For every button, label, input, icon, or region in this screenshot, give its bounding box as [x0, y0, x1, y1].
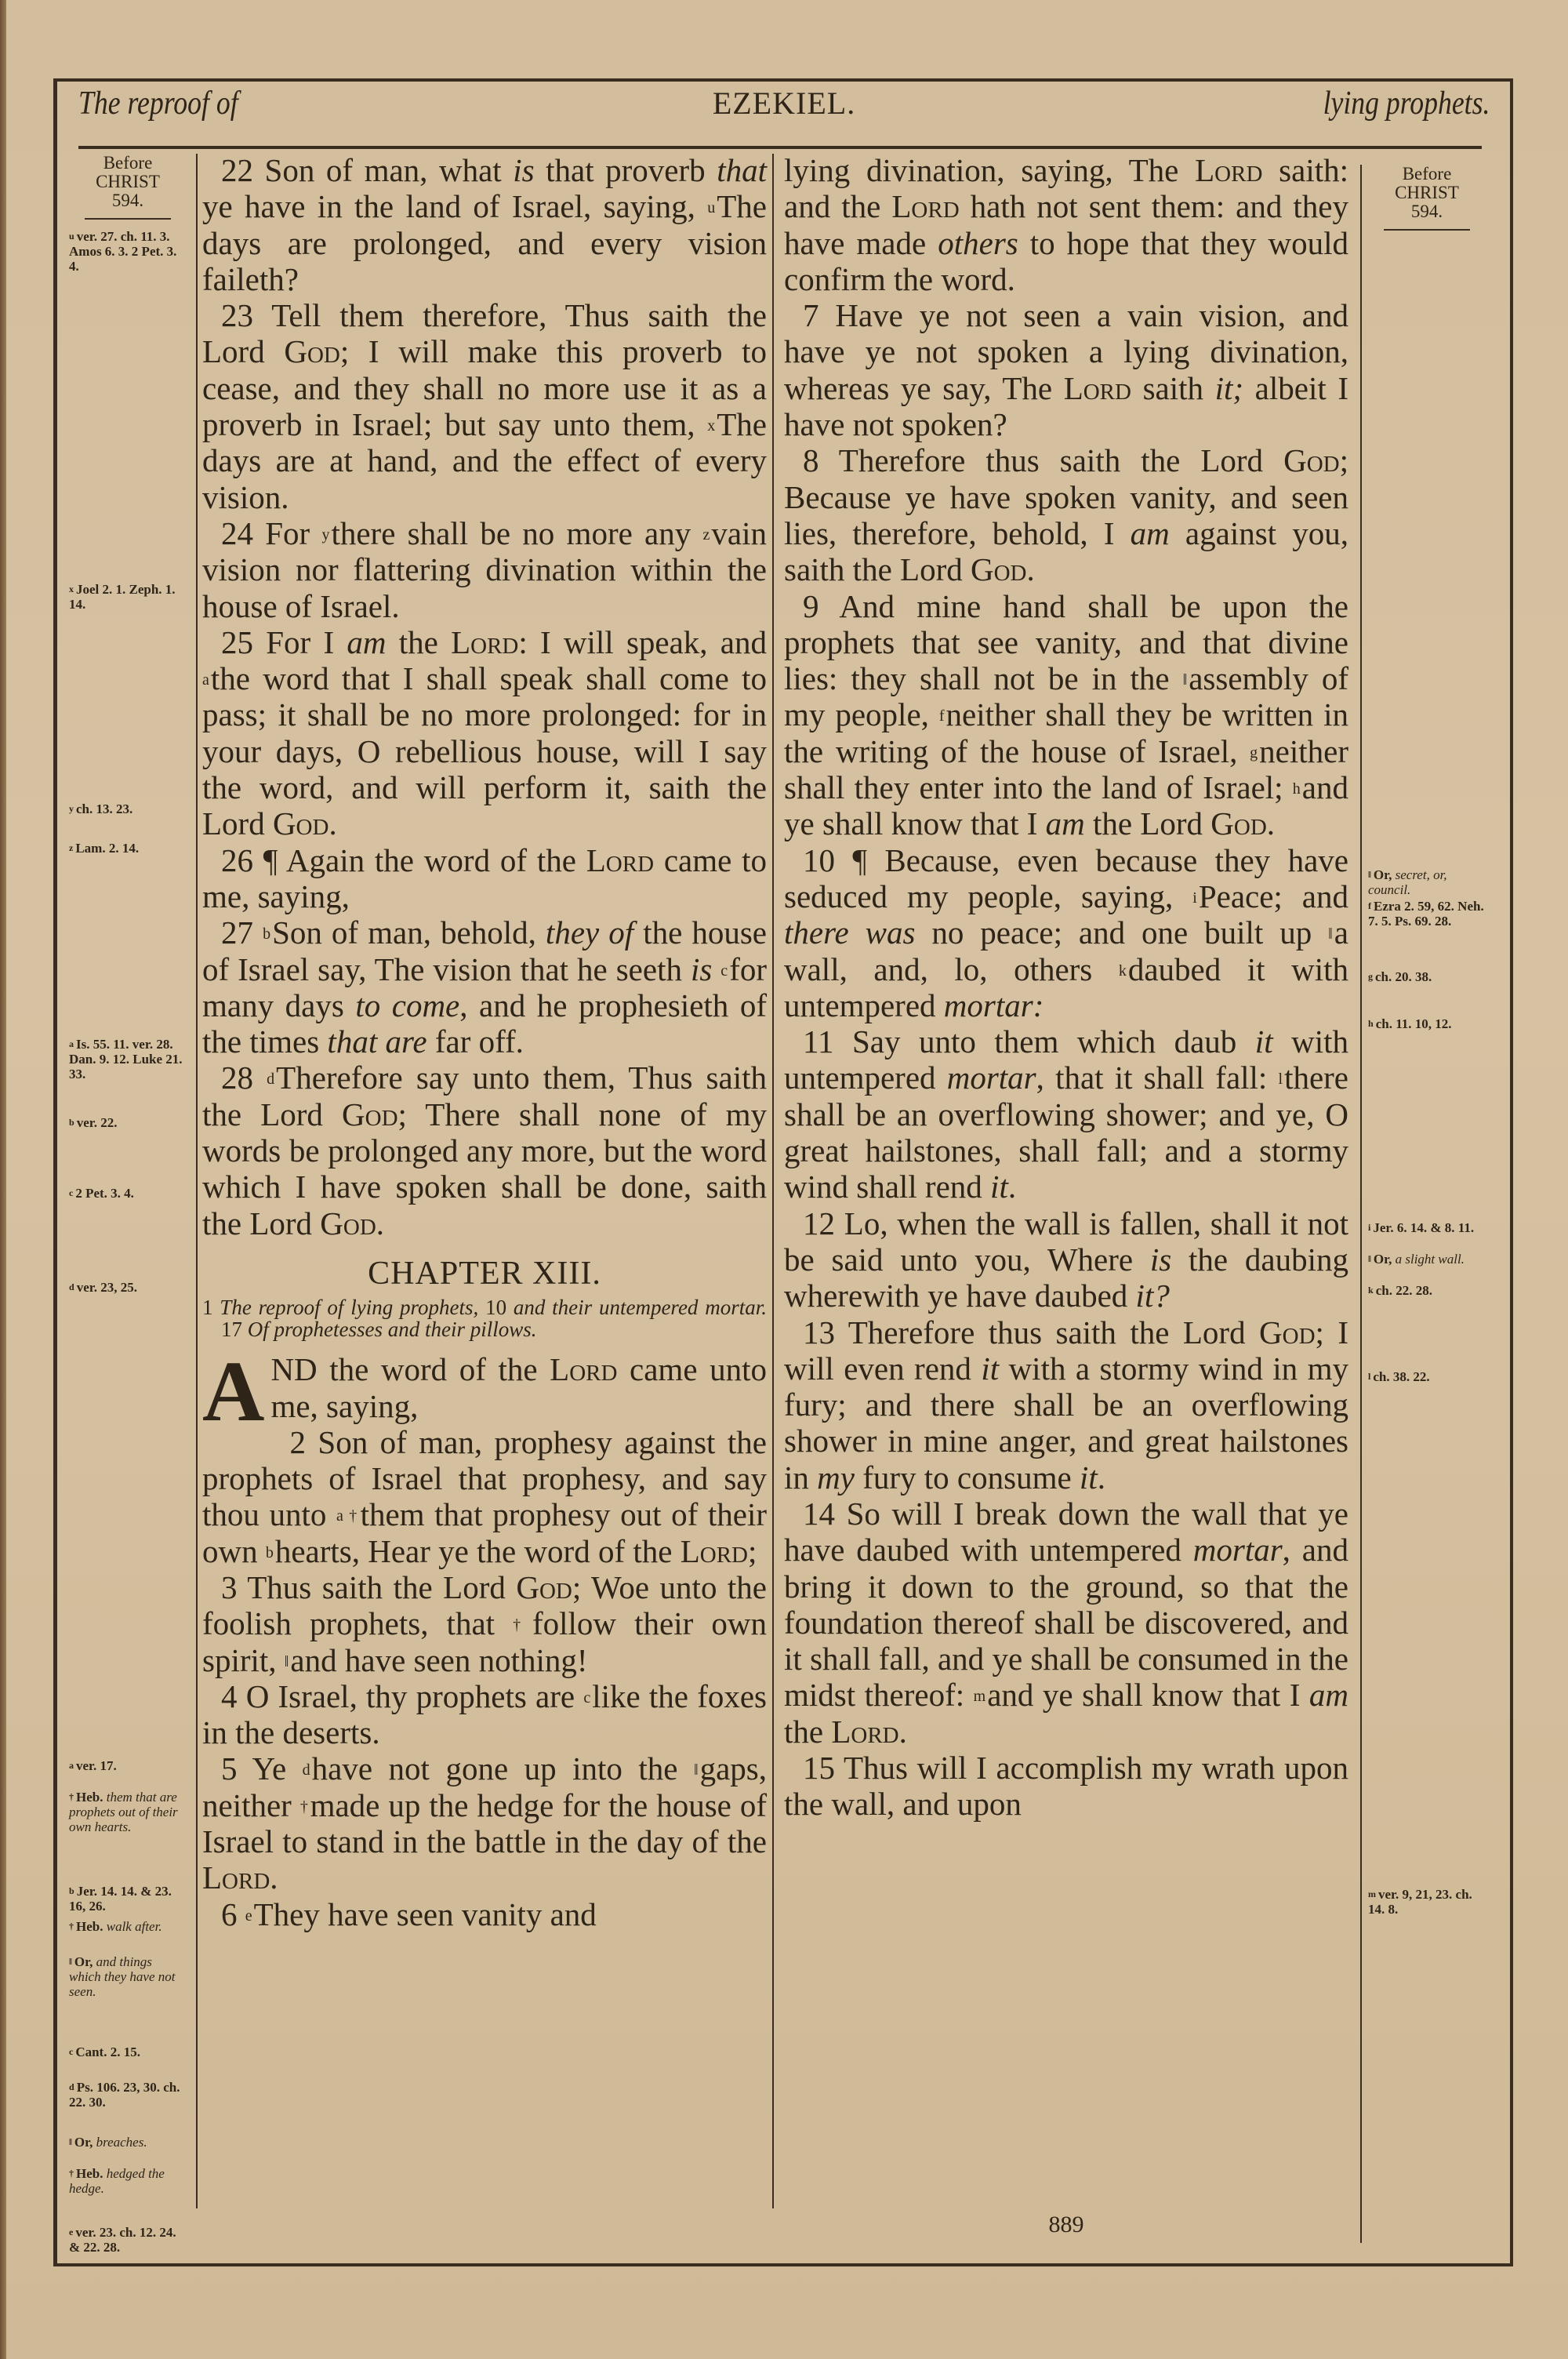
left-margin-notes [69, 229, 187, 2268]
date-label [69, 154, 187, 210]
reference-text: ver. 22. [76, 1115, 118, 1130]
reference-text: Jer. 14. 14. & 23. 16, 26. [69, 1884, 172, 1914]
reference-italic: and things which they have not seen. [69, 1954, 176, 1999]
date-rule [1384, 229, 1470, 231]
margin-reference [69, 1037, 187, 1081]
date-year: 594. [1410, 202, 1443, 221]
verse: 13 Therefore thus saith the Lord God; I will even rend it with a stormy wind in my fury; and there shall be an overflowing shower in mine anger, and great hailstones in my fury to consume it. [784, 1314, 1349, 1496]
verse-1-text: ND the word of the Lord came unto me, saying, [270, 1351, 767, 1424]
reference-text: Or, [1373, 867, 1396, 882]
reference-text: ch. 38. 22. [1373, 1369, 1430, 1384]
verse-1 [202, 1343, 767, 1440]
running-head [78, 85, 1490, 132]
verse: 15 Thus will I accomplish my wrath upon the wall, and upon [784, 1750, 1348, 1823]
reference-mark: x [69, 583, 74, 594]
date-label-right [1368, 165, 1486, 221]
text-column-2 [784, 152, 1348, 1823]
reference-mark: b [69, 1885, 74, 1896]
margin-reference [1368, 1369, 1486, 1384]
margin-reference [69, 1186, 187, 1201]
reference-text: Heb. [76, 1790, 107, 1805]
chapter-heading: CHAPTER XIII. [368, 1255, 601, 1292]
reference-text: Heb. [76, 1919, 107, 1934]
right-margin [1368, 165, 1486, 2279]
margin-reference [1368, 867, 1486, 897]
margin-reference [1368, 1220, 1486, 1235]
margin-reference [69, 2080, 187, 2110]
verse: 14 So will I break down the wall that ye have daubed with untempered mortar, and bring it down to the ground, so that the foundation thereof shall be discovered, and it shall fall, and ye shall be consumed in the midst thereof: $^m$and ye shall know that I am the Lord. [784, 1495, 1349, 1750]
reference-text: Or, [74, 2135, 96, 2150]
reference-mark: ‖ [1368, 1253, 1371, 1264]
margin-reference [69, 2225, 187, 2255]
date-before: Before [103, 153, 153, 173]
margin-reference [1368, 1283, 1486, 1298]
margin-reference [69, 2135, 187, 2150]
date-rule [85, 218, 171, 220]
reference-mark: a [69, 1760, 74, 1771]
reference-text: Jer. 6. 14. & 8. 11. [1373, 1220, 1475, 1235]
margin-reference [69, 1758, 187, 1773]
verse: 28 $^d$Therefore say unto them, Thus saith the Lord God; There shall none of my words be prolonged any more, but the word which I have spoken shall be done, saith the Lord God. [202, 1060, 767, 1241]
reference-text: Joel 2. 1. Zeph. 1. 14. [69, 582, 176, 612]
reference-text: ch. 11. 10, 12. [1375, 1016, 1452, 1031]
margin-reference [69, 2045, 187, 2059]
verse: 9 And mine hand shall be upon the prophets that see vanity, and that divine lies: they shall not be in the ‖assembly of my people, $^f$neither shall they be written in the writing of the house of Israel, $^g$neither shall they enter into the land of Israel; $^h$and ye shall know that I am the Lord God. [784, 587, 1349, 842]
reference-mark: b [69, 1117, 74, 1128]
margin-reference [69, 1884, 187, 1914]
verse: 7 Have ye not seen a vain vision, and have ye not spoken a lying divination, whereas ye say, The Lord saith it; albeit I have not spoken? [784, 297, 1348, 443]
header-rule [78, 146, 1482, 149]
book-title: EZEKIEL. [712, 85, 856, 121]
reference-mark: ‖ [69, 2136, 72, 2147]
reference-mark: m [1368, 1888, 1376, 1899]
reference-text: Is. 55. 11. ver. 28. Dan. 9. 12. Luke 21. 33. [69, 1037, 183, 1081]
reference-mark: c [69, 2046, 74, 2057]
running-head-left: The reproof of [78, 85, 238, 122]
reference-mark: ‖ [69, 1956, 72, 1967]
chapter-summary: 1 The reproof of lying prophets, 10 and their untempered mortar. 17 Of prophetesses and their pillows. [202, 1296, 767, 1342]
reference-text: Or, [1373, 1252, 1396, 1267]
running-head-right: lying prophets. [1323, 85, 1490, 122]
verse: 12 Lo, when the wall is fallen, shall it not be said unto you, Where is the daubing wherewith ye have daubed it? [784, 1205, 1349, 1314]
verse: 27 $^b$Son of man, behold, they of the house of Israel say, The vision that he seeth is $^c$for many days to come, and he prophesieth of the times that are far off. [202, 914, 768, 1060]
reference-italic: them that are prophets out of their own hearts. [69, 1790, 178, 1834]
verse: 8 Therefore thus saith the Lord God; Because ye have spoken vanity, and seen lies, therefore, behold, I am against you, saith the Lord God. [784, 442, 1348, 588]
page-number: 889 [1048, 2212, 1084, 2237]
reference-text: ver. 17. [76, 1758, 117, 1773]
reference-text: Lam. 2. 14. [75, 841, 140, 856]
reference-text: ch. 13. 23. [76, 801, 133, 816]
reference-text: ver. 23. ch. 12. 24. & 22. 28. [69, 2225, 176, 2255]
reference-mark: l [1368, 1371, 1371, 1382]
verse: 22 Son of man, what is that proverb that ye have in the land of Israel, saying, $^u$The days are prolonged, and every vision faileth? [202, 152, 767, 297]
reference-mark: i [1368, 1222, 1371, 1233]
date-christ: CHRIST [1395, 183, 1459, 202]
right-margin-notes [1368, 240, 1486, 2279]
reference-mark: u [69, 231, 74, 242]
reference-text: Heb. [76, 2166, 107, 2181]
reference-italic: secret, or, council. [1368, 867, 1447, 897]
reference-mark: e [69, 2226, 74, 2237]
chapter-12-verses [202, 152, 767, 1241]
reference-text: ver. 9, 21, 23. ch. 14. 8. [1368, 1887, 1472, 1917]
reference-mark: † [69, 1791, 74, 1802]
reference-mark: h [1368, 1018, 1374, 1029]
reference-text: Ps. 106. 23, 30. ch. 22. 30. [69, 2080, 180, 2110]
reference-text: ch. 20. 38. [1375, 969, 1432, 984]
verse: 11 Say unto them which daub it with untempered mortar, that it shall fall: $^l$there shall be an overflowing shower; and ye, O great hailstones, shall fall; and a stormy wind shall rend it. [784, 1023, 1349, 1205]
drop-cap: A [202, 1343, 265, 1440]
column-separator [772, 154, 774, 2208]
margin-reference [69, 1280, 187, 1295]
reference-mark: f [1368, 900, 1371, 911]
margin-reference [1368, 1016, 1486, 1031]
chapter-13-verses [202, 1424, 767, 1932]
reference-mark: g [1368, 971, 1373, 982]
reference-text: Or, [74, 1954, 96, 1969]
verse: 4 O Israel, thy prophets are $^c$like the foxes in the deserts. [202, 1677, 767, 1751]
reference-mark: ‖ [1368, 869, 1371, 880]
reference-text: 2 Pet. 3. 4. [75, 1186, 134, 1201]
verse: 26 ¶ Again the word of the Lord came to me, saying, [202, 841, 767, 914]
reference-text: ver. 23, 25. [76, 1280, 137, 1295]
margin-reference [69, 1954, 187, 1999]
reference-text: ch. 22. 28. [1375, 1283, 1432, 1298]
verse: 6 $^e$They have seen vanity and [221, 1896, 597, 1932]
verse: 25 For I am the Lord: I will speak, and $^a$the word that I shall speak shall come to pass; it shall be no more prolonged: for in your days, O rebellious house, will I say the word, and will perform it, saith the Lord God. [202, 623, 767, 842]
reference-mark: d [69, 1281, 74, 1292]
verse: 24 For $^y$there shall be no more any $^z$vain vision nor flattering divination within the house of Israel. [202, 514, 767, 624]
margin-reference [1368, 899, 1486, 929]
margin-reference [69, 582, 187, 612]
date-year: 594. [111, 191, 144, 210]
reference-mark: d [69, 2081, 74, 2092]
reference-text: ver. 27. ch. 11. 3. Amos 6. 3. 2 Pet. 3. 4. [69, 229, 177, 274]
text-column-1 [202, 152, 767, 1932]
reference-text: Ezra 2. 59, 62. Neh. 7. 5. Ps. 69. 28. [1368, 899, 1484, 929]
verse: 2 Son of man, prophesy against the prophets of Israel that prophesy, and say thou unto $^{a \dagger}$them that prophesy out of their own $^b$hearts, Hear ye the word of the Lord; [202, 1423, 767, 1569]
margin-reference [69, 229, 187, 274]
reference-mark: a [69, 1038, 74, 1049]
reference-mark: k [1368, 1285, 1374, 1296]
right-margin-separator [1360, 165, 1362, 2243]
left-margin-separator [196, 154, 198, 2208]
reference-mark: c [69, 1187, 74, 1198]
date-christ: CHRIST [96, 172, 160, 191]
margin-reference [1368, 1252, 1486, 1267]
date-before: Before [1402, 164, 1452, 184]
reference-italic: a slight wall. [1395, 1252, 1465, 1267]
margin-reference [1368, 1887, 1486, 1917]
verse: 3 Thus saith the Lord God; Woe unto the foolish prophets, that †follow their own spirit, ‖and have seen nothing! [202, 1568, 767, 1678]
reference-mark: z [69, 842, 74, 853]
margin-reference [69, 841, 187, 856]
reference-italic: walk after. [106, 1919, 162, 1934]
verse: lying divination, saying, The Lord saith: and the Lord hath not sent them: and they have made others to hope that they would confirm the word. [784, 152, 1349, 297]
reference-mark: † [69, 2168, 74, 2179]
margin-reference [69, 1790, 187, 1834]
margin-reference [69, 801, 187, 816]
verse: 5 Ye $^d$have not gone up into the ‖gaps, neither †made up the hedge for the house of Israel to stand in the battle in the day of the Lord. [202, 1750, 767, 1896]
left-margin [69, 154, 187, 2268]
margin-reference [69, 2166, 187, 2196]
margin-reference [69, 1919, 187, 1934]
margin-reference [69, 1115, 187, 1130]
margin-reference [1368, 969, 1486, 984]
reference-italic: hedged the hedge. [69, 2166, 165, 2196]
reference-mark: † [69, 1921, 74, 1932]
reference-mark: y [69, 803, 74, 814]
verse: 10 ¶ Because, even because they have seduced my people, saying, $^i$Peace; and there was no peace; and one built up ‖a wall, and, lo, others $^k$daubed it with untempered mortar: [784, 841, 1348, 1023]
verse: 23 Tell them therefore, Thus saith the Lord God; I will make this proverb to cease, and they shall no more use it as a proverb in Israel; but say unto them, $^x$The days are at hand, and the effect of every vision. [202, 297, 768, 515]
reference-text: Cant. 2. 15. [75, 2045, 140, 2059]
reference-italic: breaches. [96, 2135, 147, 2150]
